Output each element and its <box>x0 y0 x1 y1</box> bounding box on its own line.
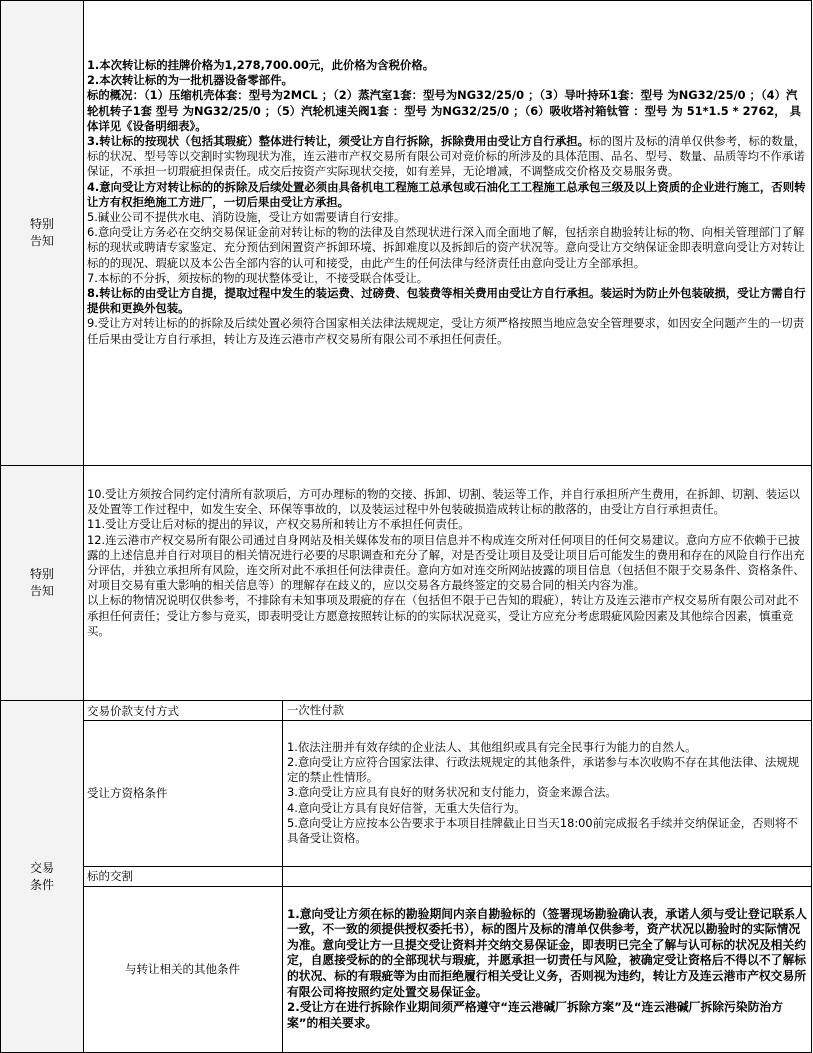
section-content <box>83 701 811 1052</box>
notice-item-7: 7.本标的不分拆，须按标的物的现状整体受让，不接受联合体受让。 <box>87 270 429 285</box>
section-content <box>83 466 811 700</box>
qualification-item: 2.意向受让方应符合国家法律、行政法规规定的其他条件，承诺参与本次收购不存在其他法律、法规规定的禁止性情形。 <box>287 754 800 785</box>
transaction-conditions-section <box>0 700 812 1053</box>
notice-text <box>83 466 811 639</box>
notice-item-10: 10.受让方须按合同约定付清所有款项后，方可办理标的物的交接、拆卸、切割、装运等工作，并自行承担所产生费用，在拆卸、切割、装运以及处置等工作过程中，如发生安全、环保等事故的，以及装运过程中外包装破损造成转让标的散落的，由受让方自行承担责任。 <box>87 487 800 517</box>
section-content <box>83 1 811 465</box>
qualification-value-cell <box>283 720 811 866</box>
notice-item-8: 8.转让标的由受让方自提，提取过程中发生的装运费、过磅费、包装费等相关费用由受让方自行承担。装运时为防止外包装破损，受让方需自行提供和更换外包装。 <box>87 286 806 316</box>
notice-item-12: 12.连云港市产权交易所有限公司通过自身网站及相关媒体发布的项目信息并不构成连交所对任何项目的任何交易建议。意向方应不依赖于已披露的上述信息并自行对项目的相关情况进行必要的尽职调查和充分了解，对是否受让项目及受让项目后可能发生的费用和存在的风险自行作出充分评估，并独立承担所有风险，连交所对此不承担任何法律责任。意向方如对连交所网站披露的项目信息（包括但不限于交易条件、资格条件、对项目交易有重大影响的相关信息等）的理解存在歧义的，应以交易各方最终签定的交易合同的相关内容为准。 <box>87 532 805 593</box>
section-label: 交易条件 <box>1 701 84 1052</box>
delivery-label: 标的交割 <box>83 866 283 886</box>
other-conditions-label: 与转让相关的其他条件 <box>83 886 283 1052</box>
special-notice-section-2 <box>0 465 812 701</box>
section-label: 特别告知 <box>1 466 84 700</box>
qualification-item: 1.依法注册并有效存续的企业法人、其他组织或具有完全民事行为能力的自然人。 <box>287 739 697 754</box>
notice-item-4: 4.意向受让方对转让标的的拆除及后续处置必须由具备机电工程施工总承包或石油化工工程施工总承包三级及以上资质的企业进行施工，否则转让方有权拒绝施工方进厂，一切后果由受让方承担。 <box>87 179 806 209</box>
notice-item-1: 1.本次转让标的挂牌价格为1,278,700.00元，此价格为含税价格。 <box>87 58 435 72</box>
other-condition-item: 1.意向受让方须在标的勘验期间内亲自勘验标的（签署现场勘验确认表，承诺人须与受让登记联系人一致，不一致的须提供授权委托书），标的图片及标的清单仅供参考，资产状况以勘验时的实际情况为准。意向受让方一旦提交受让资料并交纳交易保证金，即表明已完全了解与认可标的状况及相关约定，自愿接受标的的全部现状与瑕疵，并愿承担一切责任与风险，被确定受让资格后不得以不了解标的状况、标的有瑕疵等为由而拒绝履行相关受让义务，否则视为违约，转让方及连云港市产权交易所有限公司将按照约定处置交易保证金。 <box>287 906 807 999</box>
special-notice-section-1 <box>0 0 812 466</box>
qualification-row <box>83 720 811 867</box>
other-conditions-list <box>283 907 811 1032</box>
other-conditions-value-cell <box>283 886 811 1052</box>
payment-value-cell <box>283 701 811 720</box>
notice-item-11: 11.受让方受让后对标的提出的异议，产权交易所和转让方不承担任何责任。 <box>87 517 470 532</box>
qualification-item: 4.意向受让方具有良好信誉，无重大失信行为。 <box>287 800 526 815</box>
payment-row <box>83 701 811 721</box>
payment-label: 交易价款支付方式 <box>83 701 283 720</box>
notice-item-3 <box>87 134 807 180</box>
notice-item-disclaimer: 以上标的物情况说明仅供参考，不排除有未知事项及瑕疵的存在（包括但不限于已告知的瑕疵），转让方及连云港市产权交易所有限公司对此不承担任何责任；受让方参与竞买，即表明受让方愿意按照转让标的的实际状况竞买，受让方应充分考虑瑕疵风险因素及其他综合因素，慎重竞买。 <box>87 593 799 638</box>
section-label: 特别告知 <box>1 1 84 465</box>
notice-item-2: 2.本次转让标的为一批机器设备零部件。 <box>87 73 293 88</box>
notice-item-6: 6.意向受让方务必在交纳交易保证金前对转让标的物的法律及自然现状进行深入而全面地了解，包括亲自勘验转让标的物、向相关管理部门了解标的现状或聘请专家鉴定、充分预估到闲置资产拆卸环境、拆卸难度以及拆卸后的资产状况等。意向受让方交纳保证金即表明意向受让方对转让标的的现况、瑕疵以及本公告全部内容的认可和接受，由此产生的任何法律与经济责任由意向受让方全部承担。 <box>87 225 805 270</box>
qualification-item: 3.意向受让方应具有良好的财务状况和支付能力，资金来源合法。 <box>287 785 617 800</box>
notice-item-overview: 标的概况：（1）压缩机壳体套：型号为2MCL ；（2）蒸汽室1套：型号为NG32/25/0 ；（3）导叶持环1套：型号 为NG32/25/0 ；（4）汽轮机转子1套 型号 为NG32/25/0 ；（5）汽轮机速关阀1套 ：型号 为NG32/25/0 ；（6）吸收塔衬箱钛管 ：型号 为 51*1.5 * 2762， 具体详见《设备明细表》。 <box>87 88 802 133</box>
delivery-row <box>83 866 811 887</box>
qualification-label: 受让方资格条件 <box>83 720 283 866</box>
other-condition-item: 2.受让方在进行拆除作业期间须严格遵守“连云港碱厂拆除方案”及“连云港碱厂拆除污染防治方案”的相关要求。 <box>287 1000 784 1030</box>
notice-item-3-bold: 3.转让标的按现状（包括其瑕疵）整体进行转让，须受让方自行拆除，拆除费用由受让方自行承担。 <box>87 134 590 149</box>
delivery-value-cell <box>283 866 811 886</box>
other-conditions-row <box>83 886 811 1052</box>
notice-item-3-normal: 标的图片及标的清单仅供参考，标的数量，标的状况、型号等以交割时实物现状为准，连云港市产权交易所有限公司对竞价标的所涉及的具体范围、品名、型号、数量、品质等均不作承诺保证，不承担一切瑕疵担保责任。成交后按资产实际现状交接，如有差异，无论增减，不调整成交价格及交易服务费。 <box>87 134 806 179</box>
qualification-list <box>283 740 811 846</box>
payment-value: 一次性付款 <box>287 702 344 717</box>
notice-item-5: 5.碱业公司不提供水电、消防设施，受让方如需要请自行安排。 <box>87 210 406 225</box>
qualification-item: 5.意向受让方应按本公告要求于本项目挂牌截止日当天18:00前完成报名手续并交纳保证金，否则将不具备受让资格。 <box>287 815 798 845</box>
notice-item-9: 9.受让方对转让标的的拆除及后续处置必须符合国家相关法律法规规定，受让方须严格按照当地应急安全管理要求，如因安全问题产生的一切责任后果由受让方自行承担，转让方及连云港市产权交易所有限公司不承担任何责任。 <box>87 316 805 346</box>
notice-text <box>83 1 811 347</box>
